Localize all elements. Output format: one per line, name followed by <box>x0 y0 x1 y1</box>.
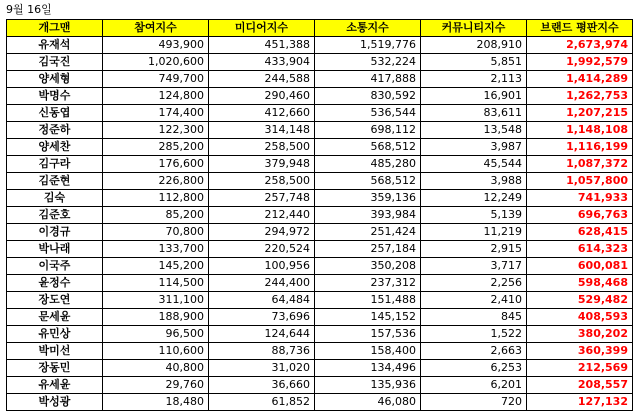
communication-cell: 568,512 <box>315 173 421 190</box>
date-label: 9월 16일 <box>6 3 52 16</box>
participation-cell: 110,600 <box>103 343 209 360</box>
participation-cell: 18,480 <box>103 394 209 411</box>
brand-cell: 529,482 <box>527 292 633 309</box>
media-cell: 212,440 <box>209 207 315 224</box>
media-cell: 258,500 <box>209 173 315 190</box>
media-cell: 412,660 <box>209 105 315 122</box>
participation-cell: 493,900 <box>103 37 209 54</box>
brand-cell: 1,414,289 <box>527 71 633 88</box>
table-row <box>7 71 633 88</box>
participation-cell: 311,100 <box>103 292 209 309</box>
header-media-index: 미디어지수 <box>209 20 315 37</box>
communication-cell: 350,208 <box>315 258 421 275</box>
community-cell: 11,219 <box>421 224 527 241</box>
name-cell: 박나래 <box>7 241 103 258</box>
community-cell: 12,249 <box>421 190 527 207</box>
communication-cell: 135,936 <box>315 377 421 394</box>
brand-cell: 408,593 <box>527 309 633 326</box>
brand-reputation-table <box>6 19 633 411</box>
communication-cell: 151,488 <box>315 292 421 309</box>
brand-cell: 1,207,215 <box>527 105 633 122</box>
table-row <box>7 54 633 71</box>
communication-cell: 145,152 <box>315 309 421 326</box>
name-cell: 박성광 <box>7 394 103 411</box>
table-row <box>7 275 633 292</box>
community-cell: 2,256 <box>421 275 527 292</box>
communication-cell: 532,224 <box>315 54 421 71</box>
community-cell: 13,548 <box>421 122 527 139</box>
brand-cell: 212,569 <box>527 360 633 377</box>
table-row <box>7 207 633 224</box>
community-cell: 5,851 <box>421 54 527 71</box>
community-cell: 6,253 <box>421 360 527 377</box>
brand-cell: 360,399 <box>527 343 633 360</box>
media-cell: 31,020 <box>209 360 315 377</box>
name-cell: 문세윤 <box>7 309 103 326</box>
table-row <box>7 292 633 309</box>
media-cell: 220,524 <box>209 241 315 258</box>
community-cell: 2,915 <box>421 241 527 258</box>
table-row <box>7 139 633 156</box>
name-cell: 양세형 <box>7 71 103 88</box>
community-cell: 6,201 <box>421 377 527 394</box>
name-cell: 박명수 <box>7 88 103 105</box>
media-cell: 294,972 <box>209 224 315 241</box>
name-cell: 유세윤 <box>7 377 103 394</box>
name-cell: 박미선 <box>7 343 103 360</box>
communication-cell: 830,592 <box>315 88 421 105</box>
community-cell: 2,410 <box>421 292 527 309</box>
name-cell: 정준하 <box>7 122 103 139</box>
participation-cell: 122,300 <box>103 122 209 139</box>
community-cell: 3,717 <box>421 258 527 275</box>
table-row <box>7 173 633 190</box>
name-cell: 양세찬 <box>7 139 103 156</box>
table-body <box>7 37 633 411</box>
name-cell: 김준호 <box>7 207 103 224</box>
brand-cell: 1,262,753 <box>527 88 633 105</box>
header-row <box>7 20 633 37</box>
participation-cell: 112,800 <box>103 190 209 207</box>
name-cell: 장도연 <box>7 292 103 309</box>
table-row <box>7 105 633 122</box>
table-row <box>7 88 633 105</box>
participation-cell: 1,020,600 <box>103 54 209 71</box>
name-cell: 김준현 <box>7 173 103 190</box>
communication-cell: 251,424 <box>315 224 421 241</box>
media-cell: 124,644 <box>209 326 315 343</box>
communication-cell: 359,136 <box>315 190 421 207</box>
communication-cell: 157,536 <box>315 326 421 343</box>
media-cell: 88,736 <box>209 343 315 360</box>
table-row <box>7 224 633 241</box>
brand-cell: 127,132 <box>527 394 633 411</box>
communication-cell: 257,184 <box>315 241 421 258</box>
media-cell: 290,460 <box>209 88 315 105</box>
community-cell: 2,113 <box>421 71 527 88</box>
communication-cell: 393,984 <box>315 207 421 224</box>
participation-cell: 114,500 <box>103 275 209 292</box>
community-cell: 208,910 <box>421 37 527 54</box>
name-cell: 유민상 <box>7 326 103 343</box>
community-cell: 3,988 <box>421 173 527 190</box>
table-row <box>7 309 633 326</box>
media-cell: 379,948 <box>209 156 315 173</box>
brand-cell: 696,763 <box>527 207 633 224</box>
community-cell: 16,901 <box>421 88 527 105</box>
name-cell: 장동민 <box>7 360 103 377</box>
media-cell: 244,400 <box>209 275 315 292</box>
name-cell: 김구라 <box>7 156 103 173</box>
brand-cell: 208,557 <box>527 377 633 394</box>
community-cell: 83,611 <box>421 105 527 122</box>
brand-cell: 1,057,800 <box>527 173 633 190</box>
community-cell: 2,663 <box>421 343 527 360</box>
media-cell: 73,696 <box>209 309 315 326</box>
media-cell: 258,500 <box>209 139 315 156</box>
participation-cell: 29,760 <box>103 377 209 394</box>
brand-cell: 380,202 <box>527 326 633 343</box>
name-cell: 신동엽 <box>7 105 103 122</box>
table-row <box>7 241 633 258</box>
brand-cell: 1,116,199 <box>527 139 633 156</box>
media-cell: 64,484 <box>209 292 315 309</box>
participation-cell: 749,700 <box>103 71 209 88</box>
name-cell: 이경규 <box>7 224 103 241</box>
media-cell: 451,388 <box>209 37 315 54</box>
participation-cell: 174,400 <box>103 105 209 122</box>
brand-cell: 614,323 <box>527 241 633 258</box>
participation-cell: 285,200 <box>103 139 209 156</box>
participation-cell: 188,900 <box>103 309 209 326</box>
header-comedian: 개그맨 <box>7 20 103 37</box>
participation-cell: 96,500 <box>103 326 209 343</box>
table-row <box>7 122 633 139</box>
participation-cell: 70,800 <box>103 224 209 241</box>
media-cell: 36,660 <box>209 377 315 394</box>
media-cell: 100,956 <box>209 258 315 275</box>
brand-cell: 598,468 <box>527 275 633 292</box>
table-row <box>7 394 633 411</box>
header-communication-index: 소통지수 <box>315 20 421 37</box>
communication-cell: 698,112 <box>315 122 421 139</box>
table-row <box>7 190 633 207</box>
participation-cell: 85,200 <box>103 207 209 224</box>
brand-cell: 1,087,372 <box>527 156 633 173</box>
brand-cell: 628,415 <box>527 224 633 241</box>
media-cell: 244,588 <box>209 71 315 88</box>
community-cell: 3,987 <box>421 139 527 156</box>
communication-cell: 485,280 <box>315 156 421 173</box>
name-cell: 김국진 <box>7 54 103 71</box>
communication-cell: 536,544 <box>315 105 421 122</box>
participation-cell: 124,800 <box>103 88 209 105</box>
brand-cell: 1,992,579 <box>527 54 633 71</box>
communication-cell: 46,080 <box>315 394 421 411</box>
communication-cell: 158,400 <box>315 343 421 360</box>
brand-cell: 600,081 <box>527 258 633 275</box>
name-cell: 윤정수 <box>7 275 103 292</box>
community-cell: 1,522 <box>421 326 527 343</box>
header-participation-index: 참여지수 <box>103 20 209 37</box>
table-row <box>7 343 633 360</box>
community-cell: 720 <box>421 394 527 411</box>
community-cell: 845 <box>421 309 527 326</box>
name-cell: 유재석 <box>7 37 103 54</box>
brand-cell: 2,673,974 <box>527 37 633 54</box>
participation-cell: 226,800 <box>103 173 209 190</box>
communication-cell: 568,512 <box>315 139 421 156</box>
brand-cell: 741,933 <box>527 190 633 207</box>
media-cell: 257,748 <box>209 190 315 207</box>
table-row <box>7 258 633 275</box>
header-brand-reputation-index: 브랜드 평판지수 <box>527 20 633 37</box>
brand-cell: 1,148,108 <box>527 122 633 139</box>
media-cell: 314,148 <box>209 122 315 139</box>
communication-cell: 134,496 <box>315 360 421 377</box>
table-row <box>7 326 633 343</box>
media-cell: 61,852 <box>209 394 315 411</box>
communication-cell: 417,888 <box>315 71 421 88</box>
header-community-index: 커뮤니티지수 <box>421 20 527 37</box>
community-cell: 45,544 <box>421 156 527 173</box>
participation-cell: 40,800 <box>103 360 209 377</box>
name-cell: 이국주 <box>7 258 103 275</box>
communication-cell: 1,519,776 <box>315 37 421 54</box>
table-row <box>7 360 633 377</box>
table-row <box>7 156 633 173</box>
communication-cell: 237,312 <box>315 275 421 292</box>
participation-cell: 145,200 <box>103 258 209 275</box>
table-row <box>7 377 633 394</box>
participation-cell: 133,700 <box>103 241 209 258</box>
name-cell: 김숙 <box>7 190 103 207</box>
media-cell: 433,904 <box>209 54 315 71</box>
community-cell: 5,139 <box>421 207 527 224</box>
table-row <box>7 37 633 54</box>
participation-cell: 176,600 <box>103 156 209 173</box>
